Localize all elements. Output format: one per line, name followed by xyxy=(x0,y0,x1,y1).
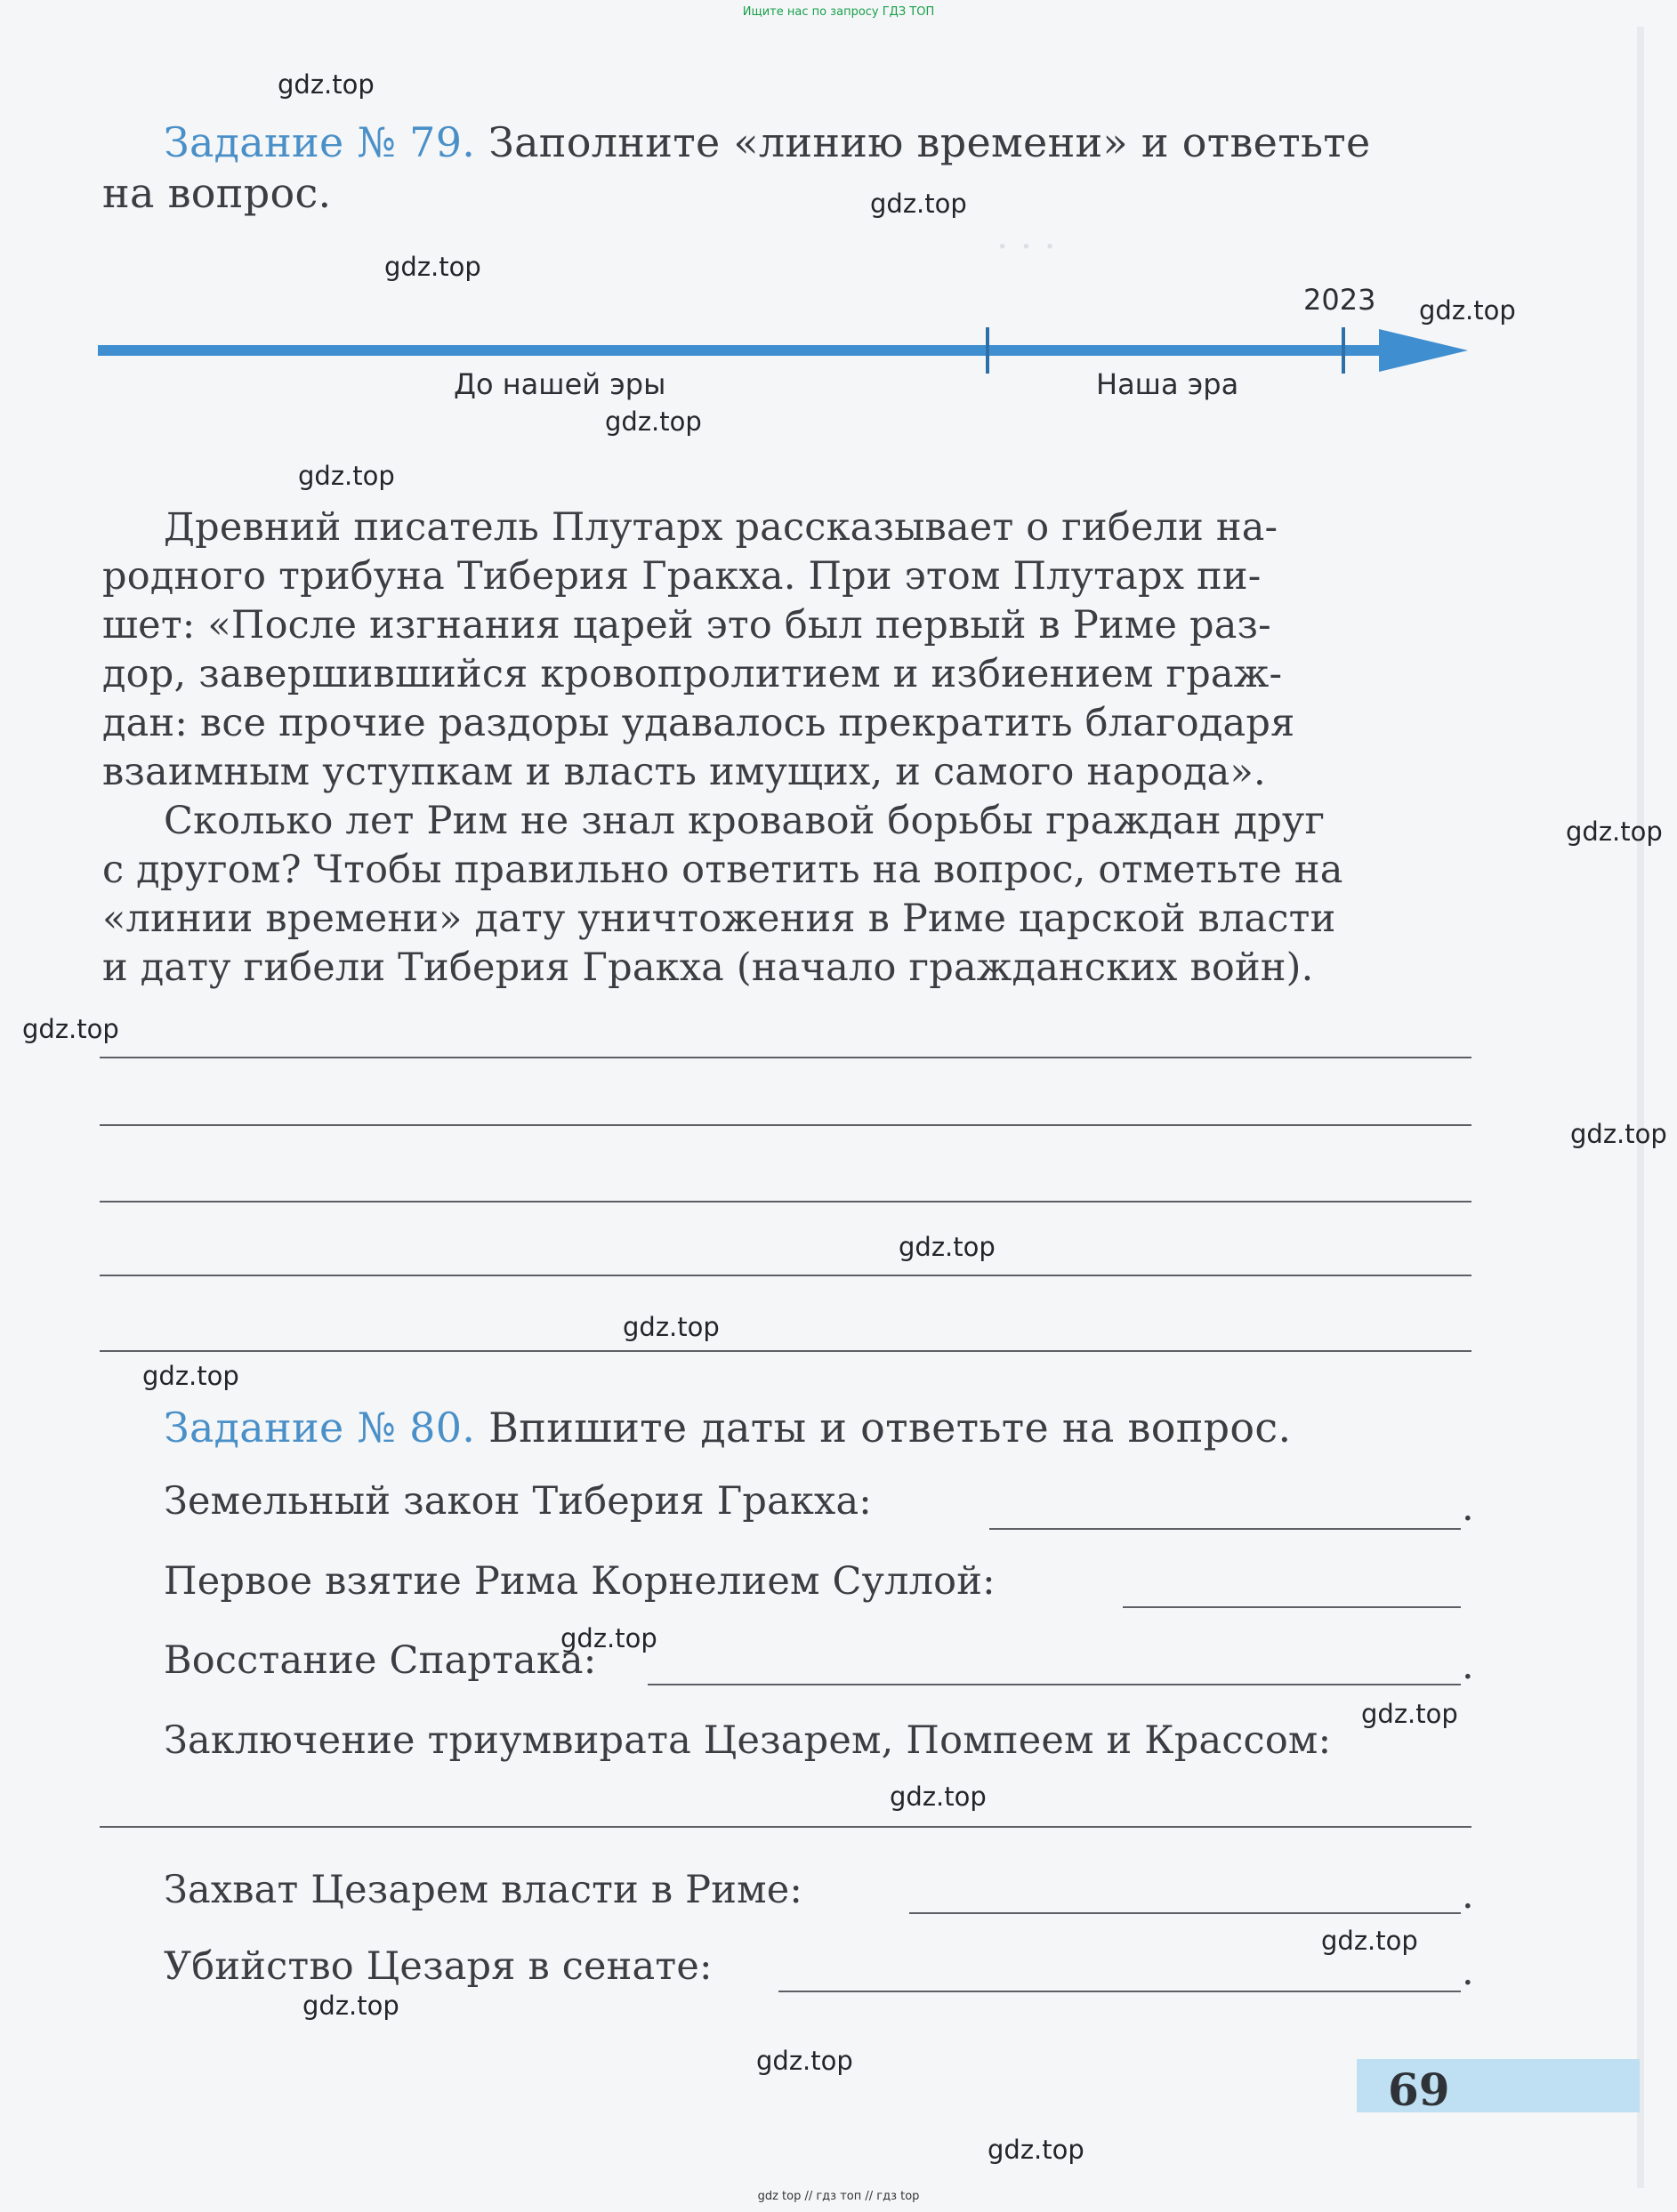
end-dot: . xyxy=(1462,1485,1474,1530)
page-number: 69 xyxy=(1388,2063,1450,2116)
date-answer-field[interactable] xyxy=(1123,1606,1461,1608)
watermark: gdz.top xyxy=(623,1312,720,1342)
page-edge xyxy=(1637,27,1644,2188)
paragraph-line: с другом? Чтобы правильно ответить на вопрос, отметьте на xyxy=(102,848,1343,892)
watermark: gdz.top xyxy=(1570,1119,1667,1149)
event-label: Земельный закон Тиберия Гракха: xyxy=(164,1479,872,1524)
paragraph-line: родного трибуна Тиберия Гракха. При этом Плутарх пи- xyxy=(102,554,1262,599)
watermark: gdz.top xyxy=(870,189,967,219)
paragraph-line: шет: «После изгнания царей это был первый в Риме раз- xyxy=(102,603,1271,648)
watermark: gdz.top xyxy=(605,406,702,437)
timeline-bar xyxy=(98,345,1379,356)
watermark: gdz.top xyxy=(1321,1926,1418,1956)
top-watermark: Ищите нас по запросу ГДЗ ТОП xyxy=(742,5,935,19)
end-dot: . xyxy=(1462,1950,1474,1994)
answer-line[interactable] xyxy=(100,1057,1471,1058)
task-79-heading-cont: на вопрос. xyxy=(102,169,332,217)
event-label: Убийство Цезаря в сенате: xyxy=(164,1944,713,1989)
end-dot: . xyxy=(1462,1644,1474,1688)
task-number: Задание № 80. xyxy=(164,1404,489,1452)
paragraph-line: взаимным уступкам и власть имущих, и самого народа». xyxy=(102,750,1266,794)
watermark: gdz.top xyxy=(278,69,375,100)
paragraph-line: и дату гибели Тиберия Гракха (начало гражданских войн). xyxy=(102,945,1314,990)
date-answer-field[interactable] xyxy=(989,1528,1461,1530)
watermark: gdz.top xyxy=(1419,295,1516,326)
bleed-through-text: . . . xyxy=(996,213,1056,257)
watermark: gdz.top xyxy=(298,461,395,491)
date-answer-field[interactable] xyxy=(100,1826,1471,1828)
task-instruction: Заполните «линию времени» и ответьте xyxy=(488,118,1371,166)
watermark: gdz.top xyxy=(899,1232,996,1262)
task-instruction: Впишите даты и ответьте на вопрос. xyxy=(488,1404,1292,1452)
watermark: gdz.top xyxy=(1361,1699,1458,1729)
paragraph-line: Сколько лет Рим не знал кровавой борьбы граждан друг xyxy=(164,799,1326,843)
watermark: gdz.top xyxy=(142,1361,239,1391)
watermark: gdz.top xyxy=(1566,816,1663,847)
event-label: Захват Цезарем власти в Риме: xyxy=(164,1868,803,1912)
answer-line[interactable] xyxy=(100,1350,1471,1352)
event-label: Первое взятие Рима Корнелием Суллой: xyxy=(164,1559,996,1604)
answer-line[interactable] xyxy=(100,1201,1471,1203)
watermark: gdz.top xyxy=(302,1991,399,2021)
watermark: gdz.top xyxy=(988,2135,1084,2165)
timeline-diagram xyxy=(98,294,1486,427)
event-label: Заключение триумвирата Цезарем, Помпеем и Крассом: xyxy=(164,1718,1332,1763)
timeline-arrowhead xyxy=(1379,329,1468,372)
paragraph-line: дан: все прочие раздоры удавалось прекратить благодаря xyxy=(102,701,1295,745)
event-label: Восстание Спартака: xyxy=(164,1638,597,1683)
date-answer-field[interactable] xyxy=(909,1912,1461,1914)
watermark: gdz.top xyxy=(756,2046,853,2076)
watermark: gdz.top xyxy=(22,1014,119,1044)
date-answer-field[interactable] xyxy=(778,1991,1461,1992)
paragraph-line: «линии времени» дату уничтожения в Риме царской власти xyxy=(102,897,1336,941)
date-answer-field[interactable] xyxy=(648,1684,1461,1685)
answer-line[interactable] xyxy=(100,1275,1471,1276)
end-dot: . xyxy=(1462,1873,1474,1918)
timeline-bc-label: До нашей эры xyxy=(454,367,666,401)
answer-line[interactable] xyxy=(100,1124,1471,1126)
paragraph-line: Древний писатель Плутарх рассказывает о гибели на- xyxy=(164,505,1278,550)
paragraph-line: дор, завершившийся кровопролитием и избиением граж- xyxy=(102,652,1283,696)
watermark: gdz.top xyxy=(560,1623,657,1653)
task-80-heading xyxy=(164,1404,1291,1452)
watermark: gdz.top xyxy=(384,252,481,282)
task-number: Задание № 79. xyxy=(164,118,489,166)
bottom-watermark: gdz top // гдз топ // гдз top xyxy=(757,2190,920,2203)
timeline-ad-label: Наша эра xyxy=(1096,367,1239,401)
timeline-year-label: 2023 xyxy=(1303,283,1376,317)
watermark: gdz.top xyxy=(890,1782,987,1812)
task-79-heading xyxy=(164,118,1371,166)
